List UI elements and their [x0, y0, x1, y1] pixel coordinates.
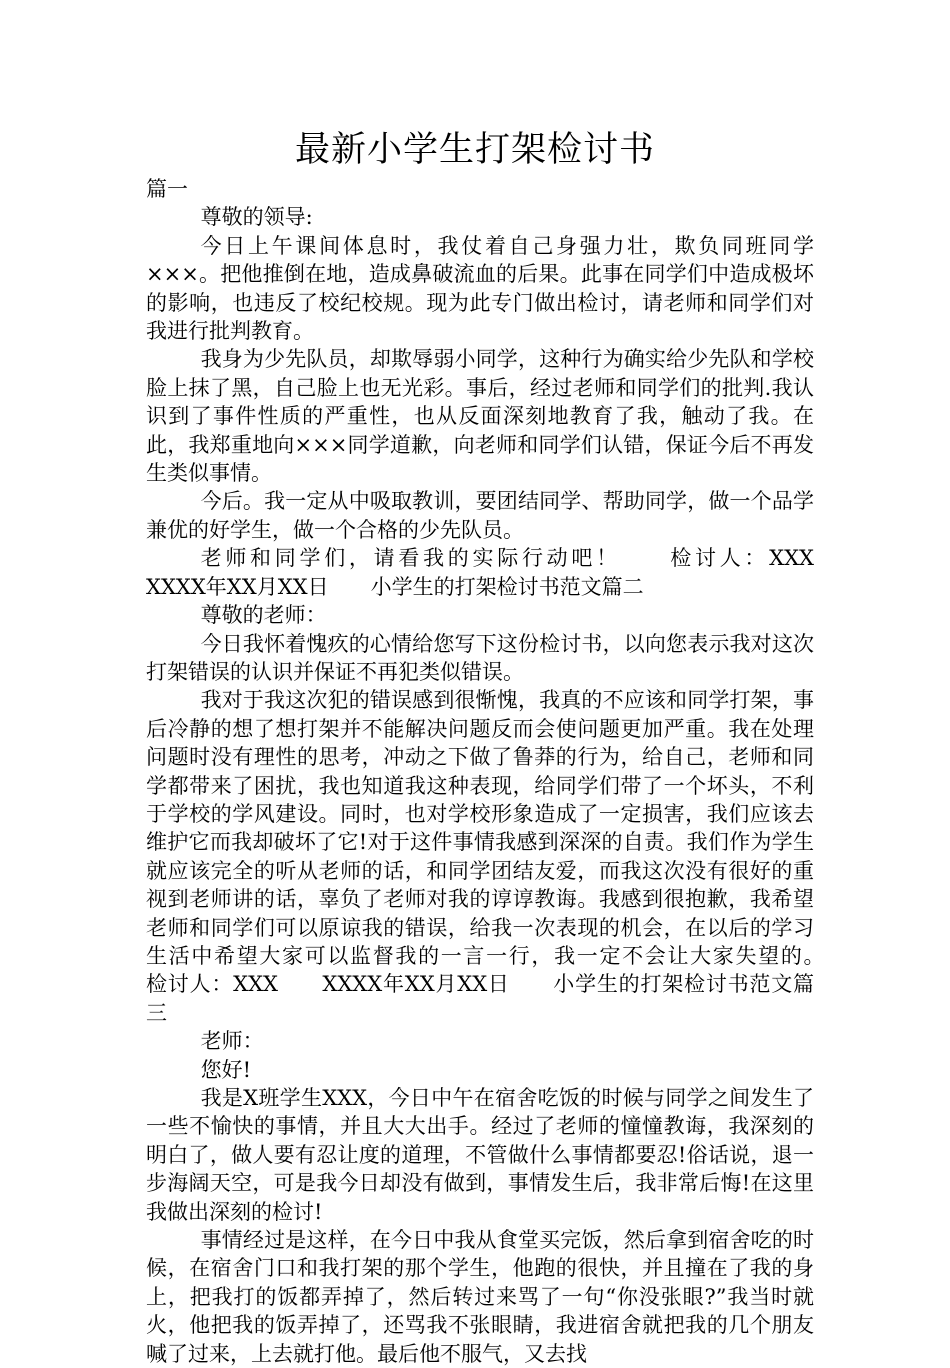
salutation: 老师： — [200, 1029, 264, 1054]
paragraph: 我对于我这次犯的错误感到很惭愧，我真的不应该和同学打架，事后冷静的想了想打架并不能解决问题反而会使问题更加严重。我在处理问题时没有理性的思考，冲动之下做了鲁莽的行为，给自己，老师和同学都带来了困扰，我也知道我这种表现，给同学们带了一个坏头，不利于学校的学风建设。同时，也对学校形象造成了一定损害，我们应该去维护它而我却破坏了它!对于这件事情我感到深深的自责。我们作为学生就应该完全的听从老师的话，和同学团结友爱，而我这次没有很好的重视到老师讲的话，辜负了老师对我的谆谆教诲。我感到很抱歉，我希望老师和同学们可以原谅我的错误，给我一次表现的机会，在以后的学习生活中希望大家可以监督我的一言一行，我一定不会让大家失望的。 检讨人：XXX XXXX年XX月XX日 小学生的打架检讨书范文篇三 — [146, 688, 856, 1025]
salutation: 尊敬的领导: — [200, 205, 313, 230]
paragraph: 事情经过是这样，在今日中我从食堂买完饭，然后拿到宿舍吃的时候，在宿舍门口和我打架的那个学生，他跑的很快，并且撞在了我的身上，把我打的饭都弄掉了，然后转过来骂了一句“你没张眼?”我当时就火，他把我的饭弄掉了，还骂我不张眼睛，我进宿舍就把我的几个朋友喊了过来，上去就打他。最后他不服气，又去找 — [146, 1228, 814, 1366]
paragraph: 今后。我一定从中吸取教训，要团结同学、帮助同学，做一个品学兼优的好学生，做一个合格的少先队员。 — [146, 489, 814, 542]
paragraph: 今日我怀着愧疚的心情给您写下这份检讨书，以向您表示我对这次打架错误的认识并保证不再犯类似错误。 — [146, 631, 814, 684]
greeting: 您好! — [200, 1057, 252, 1082]
paragraph: 我是X班学生XXX，今日中午在宿舍吃饭的时候与同学之间发生了一些不愉快的事情，并且大大出手。经过了老师的憧憧教诲，我深刻的明白了，做人要有忍让度的道理，不管做什么事情都要忍!俗话说，退一步海阔天空，可是我今日却没有做到，事情发生后，我非常后悔!在这里我做出深刻的检讨! — [146, 1086, 814, 1224]
paragraph: 我身为少先队员，却欺辱弱小同学，这种行为确实给少先队和学校脸上抹了黑，自己脸上也无光彩。事后，经过老师和同学们的批判.我认识到了事件性质的严重性，也从反面深刻地教育了我，触动了我。在此，我郑重地向×××同学道歉，向老师和同学们认错，保证今后不再发生类似事情。 — [146, 347, 814, 486]
salutation: 尊敬的老师： — [200, 603, 327, 628]
document-body — [146, 175, 856, 1368]
document-title: 最新小学生打架检讨书 — [294, 130, 655, 170]
section-label: 篇一 — [146, 177, 188, 201]
paragraph: 今日上午课间体息时，我仗着自己身强力壮，欺负同班同学×××。把他推倒在地，造成鼻破流血的后果。此事在同学们中造成极坏的影响，也违反了校纪校规。现为此专门做出检讨，请老师和同学们对我进行批判教育。 — [146, 233, 814, 344]
signature-line: 老师和同学们，请看我的实际行动吧！ 检讨人：XXX XXXX年XX月XX日 小学生的打架检讨书范文篇二 — [146, 546, 856, 599]
